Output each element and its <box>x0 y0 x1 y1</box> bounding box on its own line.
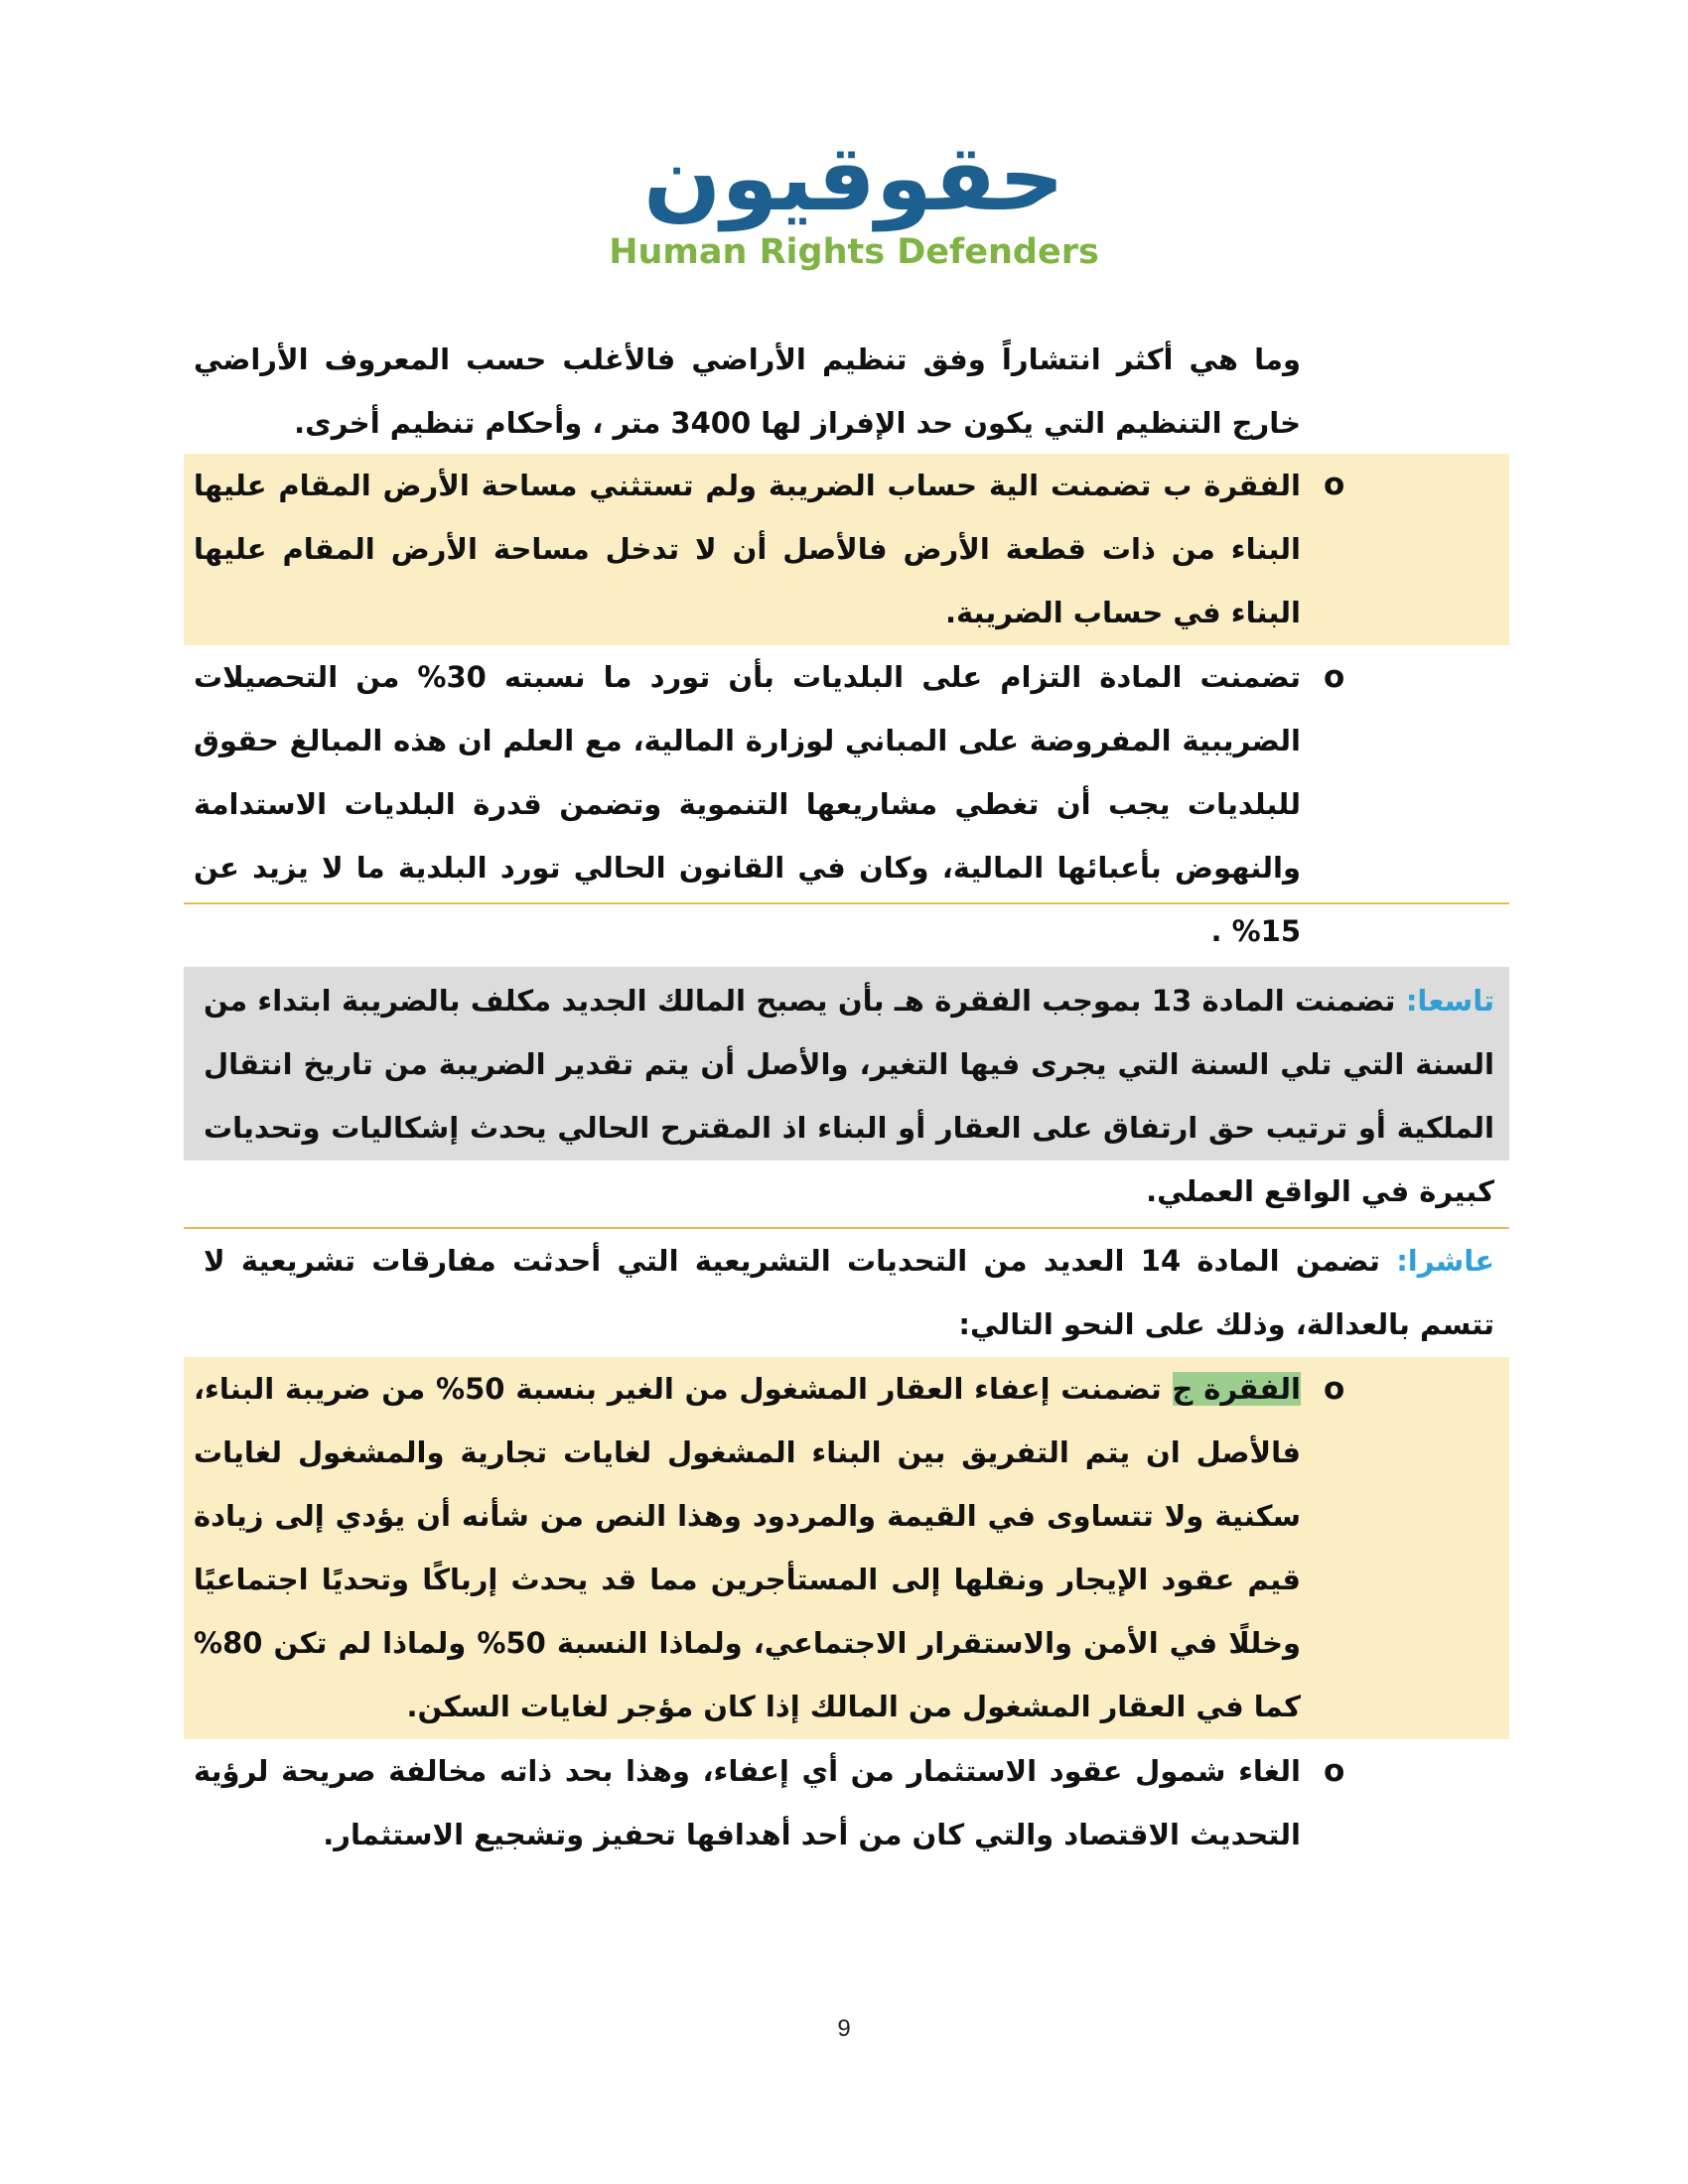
bullet-text: تضمنت إعفاء العقار المشغول من الغير بنسبة 50% من ضريبة البناء، فالأصل ان يتم التفريق بين البناء المشغول لغايات تجارية والمشغول لغايات سكنية ولا تتساوى في القيمة والمردود وهذا النص من شأنه أن يؤدي إلى زيادة قيم عقود الإيجار ونقلها إلى المستأجرين مما قد يحدث إرباكًا وتحديًا اجتماعيًا وخللًا في الأمن والاستقرار الاجتماعي، ولماذا النسبة 50% ولماذا لم تكن 80% كما في العقار المشغول من المالك إذا كان مؤجر لغايات السكن. <box>194 1372 1302 1723</box>
intro-paragraph: وما هي أكثر انتشاراً وفق تنظيم الأراضي فالأغلب حسب المعروف الأراضي خارج التنظيم التي يكون حد الإفراز لها 3400 متر ، وأحكام تنظيم أخرى. <box>194 342 1301 440</box>
bullet-paragraph-investment-contracts: الغاء شمول عقود الاستثمار من أي إعفاء، وهذا بحد ذاته مخالفة صريحة لرؤية التحديث الاقتصاد والتي كان من أحد أهدافها تحفيز وتشجيع الاستثمار. <box>194 1754 1301 1851</box>
bullet-marker: o <box>1324 1371 1345 1407</box>
logo-arabic-wordmark: حقوقيون <box>642 125 1065 231</box>
section-ten-text: تضمن المادة 14 العديد من التحديات التشريعية التي أحدثت مفارقات تشريعية لا تتسم بالعدالة، وذلك على النحو التالي: <box>204 1244 1494 1341</box>
highlighted-clause-label: الفقرة ج <box>1172 1372 1301 1406</box>
logo-english-wordmark: Human Rights Defenders <box>609 232 1099 272</box>
organization-logo <box>596 125 1112 278</box>
bullet-paragraph-occupied-property <box>194 1357 1301 1738</box>
section-ten-paragraph <box>204 1229 1494 1356</box>
bullet-marker: o <box>1324 1753 1345 1789</box>
section-ten-heading: عاشرا: <box>1396 1244 1494 1278</box>
bullet-paragraph-municipalities: تضمنت المادة التزام على البلديات بأن تورد ما نسبته 30% من التحصيلات الضريبية المفروضة على المباني لوزارة المالية، مع العلم ان هذه المبالغ حقوق للبلديات يجب أن تغطي مشاريعها التنموية وتضمن قدرة البلديات الاستدامة والنهوض بأعبائها المالية، وكان في القانون الحالي تورد البلدية ما لا يزيد عن 15% . <box>194 660 1301 948</box>
section-divider <box>184 902 1509 904</box>
section-nine-text: تضمنت المادة 13 بموجب الفقرة هـ بأن يصبح المالك الجديد مكلف بالضريبة ابتداء من السنة التي تلي السنة التي يجرى فيها التغير، والأصل أن يتم تقدير الضريبة من تاريخ انتقال الملكية أو ترتيب حق ارتفاق على العقار أو البناء اذ المقترح الحالي يحدث إشكاليات وتحديات كبيرة في الواقع العملي. <box>204 984 1494 1208</box>
bullet-marker: o <box>1324 659 1345 695</box>
section-nine-heading: تاسعا: <box>1405 984 1494 1018</box>
bullet-marker: o <box>1324 467 1345 502</box>
page-number: 9 <box>837 2015 851 2042</box>
section-nine-paragraph <box>204 969 1494 1223</box>
bullet-paragraph-fee-calculation: الفقرة ب تضمنت الية حساب الضريبة ولم تستثني مساحة الأرض المقام عليها البناء من ذات قطعة الأرض فالأصل أن لا تدخل مساحة الأرض المقام عليها البناء في حساب الضريبة. <box>194 469 1301 629</box>
